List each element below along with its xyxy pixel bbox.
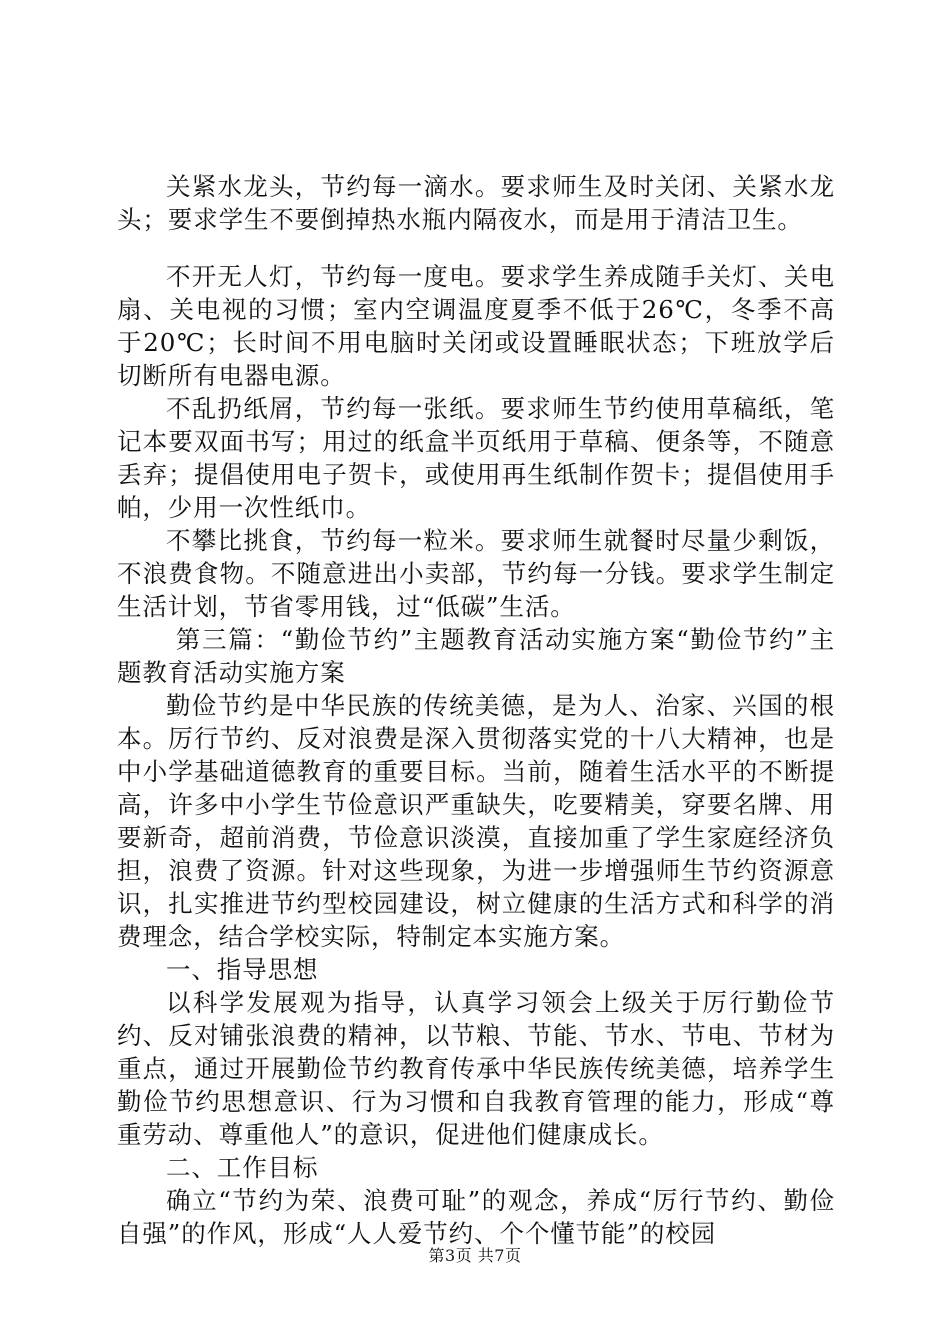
paragraph-food: 不攀比挑食，节约每一粒米。要求师生就餐时尽量少剩饭，不浪费食物。不随意进出小卖部，节约每一分钱。要求学生制定生活计划，节省零用钱，过“低碳”生活。 (117, 526, 835, 621)
heading-work-goals: 二、工作目标 (166, 1153, 319, 1182)
paragraph-paper: 不乱扔纸屑，节约每一张纸。要求师生节约使用草稿纸，笔记本要双面书写；用过的纸盒半页纸用于草稿、便条等，不随意丢弃；提倡使用电子贺卡，或使用再生纸制作贺卡；提倡使用手帕，少用一次性纸巾。 (117, 394, 835, 522)
section-heading-part-three: 第三篇：“勤俭节约”主题教育活动实施方案“勤俭节约”主题教育活动实施方案 (117, 625, 835, 687)
paragraph-introduction: 勤俭节约是中华民族的传统美德，是为人、治家、兴国的根本。厉行节约、反对浪费是深入贯彻落实党的十八大精神，也是中小学基础道德教育的重要目标。当前，随着生活水平的不断提高，许多中小学生节俭意识严重缺失，吃要精美，穿要名牌、用要新奇，超前消费，节俭意识淡漠，直接加重了学生家庭经济负担，浪费了资源。针对这些现象，为进一步增强师生节约资源意识，扎实推进节约型校园建设，树立健康的生活方式和科学的消费理念，结合学校实际，特制定本实施方案。 (117, 691, 835, 951)
heading-guiding-thought: 一、指导思想 (166, 955, 319, 984)
paragraph-water: 关紧水龙头，节约每一滴水。要求师生及时关闭、关紧水龙头；要求学生不要倒掉热水瓶内隔夜水，而是用于清洁卫生。 (117, 172, 835, 234)
document-body (117, 170, 835, 1250)
page-footer: 第3页 共7页 (428, 1246, 522, 1265)
paragraph-work-goals: 确立“节约为荣、浪费可耻”的观念，养成“厉行节约、勤俭自强”的作风，形成“人人爱节约、个个懂节能”的校园 (117, 1186, 835, 1248)
paragraph-guiding-thought: 以科学发展观为指导，认真学习领会上级关于厉行勤俭节约、反对铺张浪费的精神，以节粮、节能、节水、节电、节材为重点，通过开展勤俭节约教育传承中华民族传统美德，培养学生勤俭节约思想意识、行为习惯和自我教育管理的能力，形成“尊重劳动、尊重他人”的意识，促进他们健康成长。 (117, 988, 835, 1149)
paragraph-electricity: 不开无人灯，节约每一度电。要求学生养成随手关灯、关电扇、关电视的习惯；室内空调温度夏季不低于26℃，冬季不高于20℃；长时间不用电脑时关闭或设置睡眠状态；下班放学后切断所有电器电源。 (117, 262, 835, 390)
paragraph-gap (117, 236, 835, 260)
